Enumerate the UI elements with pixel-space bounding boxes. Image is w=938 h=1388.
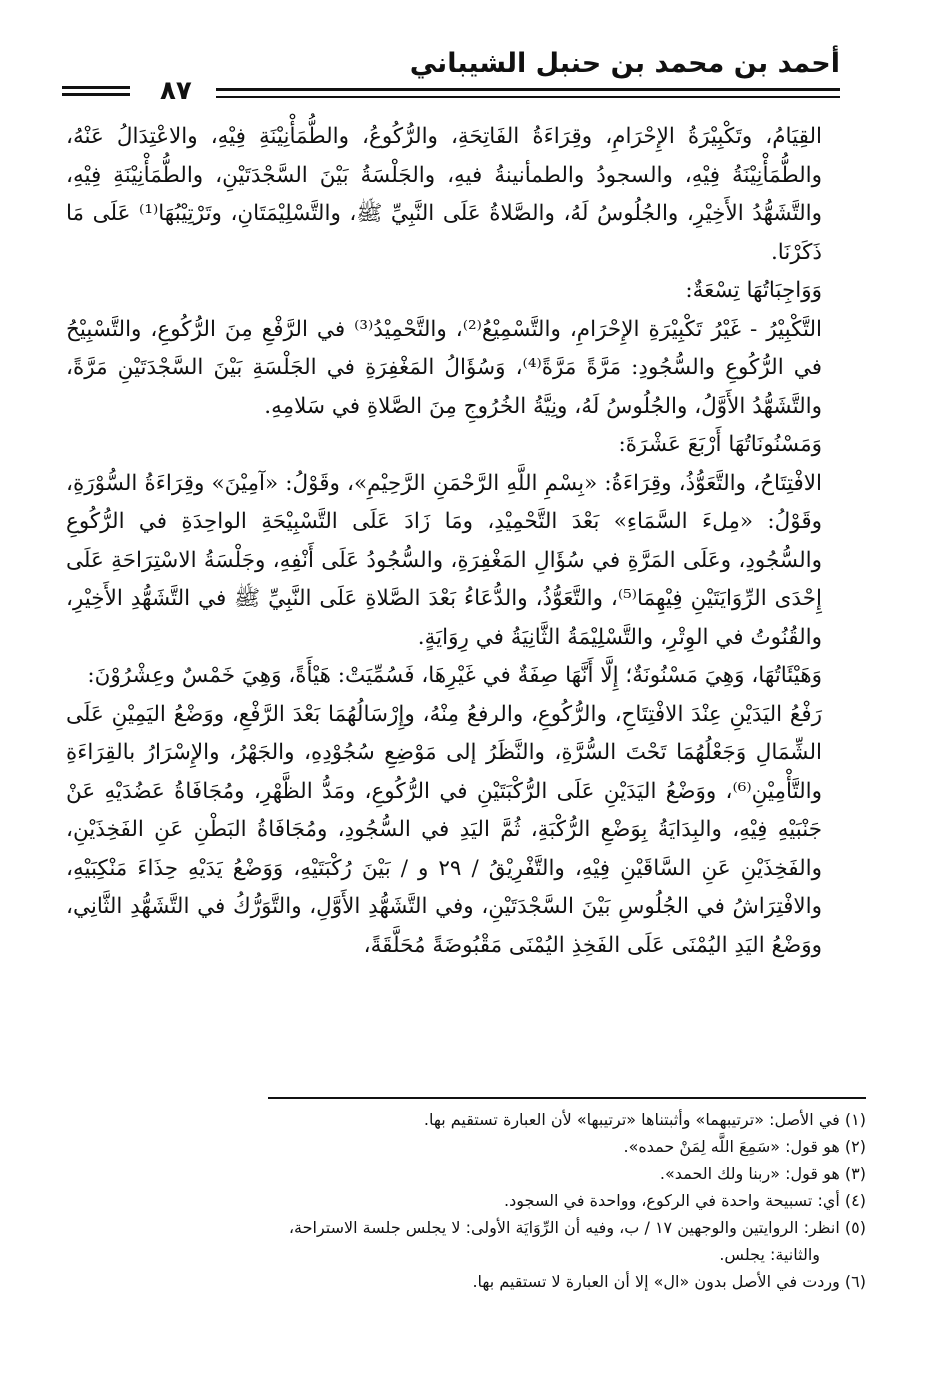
paragraph-hayaat-list: رَفْعُ اليَدَيْنِ عِنْدَ الافْتِتَاحِ، والرُّكُوعِ، والرفعُ مِنْهُ، وإِرْسَالُهُمَا بَعْدَ الرَّفْعِ، ووَضْعُ اليَمِيْنِ عَلَى الشِّمَالِ وَجَعْلُهُمَا تَحْتَ السُّرَّةِ، والنَّظَرُ إلى مَوْضِعِ سُجُوْدِهِ، والجَهْرُ، والإِسْرَارُ بالقِرَاءَةِ والتَّأْمِيْنِ⁽⁶⁾، ووَضْعُ اليَدَيْنِ عَلَى الرُّكْبَتَيْنِ في الرُّكُوعِ، ومَدُّ الظَّهْرِ، ومُجَافَاةُ عَضُدَيْهِ عَنْ جَنْبَيْهِ فِيْهِ، والبِدَايَةُ بِوَضْعِ الرُّكْبَةِ، ثُمَّ اليَدِ في السُّجُودِ، ومُجَافَاةُ البَطْنِ عَنِ الفَخِذَيْنِ، والفَخِذَيْنِ عَنِ السَّاقَيْنِ فِيْهِ، والتَّفْرِيْقُ / ٢٩ و / بَيْنَ رُكْبَتَيْهِ، وَوَضْعُ يَدَيْهِ حِذَاءَ مَنْكِبَيْهِ، والافْتِرَاشُ في الجُلُوسِ بَيْنَ السَّجْدَتَيْنِ، وفي التَّشَهُّدِ الأَوَّلِ، والتَّوَرُّكُ في التَّشَهُّدِ الثَّانِي، ووَضْعُ اليَدِ اليُمْنَى عَلَى الفَخِذِ اليُمْنَى مَقْبُوضَةً مُحَلَّقَةً، xyxy=(66,701,822,958)
running-header xyxy=(60,48,840,108)
paragraph-arkan: القِيَامُ، وتَكْبِيْرَةُ الإِحْرَامِ، وقِرَاءَةُ الفَاتِحَةِ، والرُّكُوعُ، والطُّمَأْنِيْنَةِ فِيْهِ، والاعْتِدَالُ عَنْهُ، والطُّمَأْنِيْنَةُ فِيْهِ، والسجودُ والطمأنينةُ فيهِ، والجَلْسَةُ بَيْنَ السَّجْدَتَيْنِ، والطُّمَأْنِيْنَةِ فِيْهِ، والتَّشَهُّدُ الأَخِيْرِ، والجُلُوسُ لَهُ، والصَّلاةُ عَلَى النَّبِيِّ ﷺ، والتَّسْلِيْمَتَانِ، وتَرْتِيْبُهَا⁽¹⁾ عَلَى مَا ذَكَرْنَا. xyxy=(66,124,823,265)
paragraph-masnunat: الافْتِتَاحُ، والتَّعَوُّذُ، وقِرَاءَةُ: «بِسْمِ اللَّهِ الرَّحْمَنِ الرَّحِيْمِ»، وقَوْلُ: «آمِيْنَ» وقِرَاءَةُ السُّوْرَةِ، وقَوْلُ: «مِلءَ السَّمَاءِ» بَعْدَ التَّحْمِيْدِ، ومَا زَادَ عَلَى التَّسْبِيْحَةِ الواحِدَةِ في الرُّكُوعِ والسُّجُودِ، وعَلَى المَرَّةِ في سُؤَالِ المَغْفِرَةِ، والسُّجُودُ عَلَى أَنْفِهِ، وجَلْسَةُ الاسْتِرَاحَةِ عَلَى إِحْدَى الرِّوَايَتَيْنِ فِيْهِمَا⁽⁵⁾، والتَّعَوُّذُ، والدُّعَاءُ بَعْدَ الصَّلاةِ عَلَى النَّبِيِّ ﷺ في التَّشَهُّدِ الأَخِيْرِ، والقُنُوتُ في الوِتْرِ، والتَّسْلِيْمَةُ الثَّانِيَةُ في رِوَايَةٍ. xyxy=(66,470,822,650)
main-text xyxy=(66,118,866,965)
footnote-4: (٤) أي: تسبيحة واحدة في الركوع، وواحدة في السجود. xyxy=(504,1191,866,1210)
footnote-5-continued: والثانية: يجلس. xyxy=(719,1245,820,1264)
footnote-5: (٥) انظر: الروايتين والوجهين ١٧ / ب، وفيه أن الرِّوَايَة الأولى: لا يجلس جلسة الاستراحة، xyxy=(288,1218,866,1237)
page-number: ٨٧ xyxy=(160,76,192,106)
header-rule-right-bottom xyxy=(216,96,840,98)
footnotes xyxy=(66,1106,866,1295)
running-header-title: أحمد بن محمد بن حنبل الشيباني xyxy=(409,48,840,79)
heading-masnunat: وَمَسْنُونَاتُهَا أَرْبَعَ عَشْرَةَ: xyxy=(618,432,822,457)
footnote-1: (١) في الأصل: «ترتيبهما» وأثبتناها «ترتيبها» لأن العبارة تستقيم بها. xyxy=(423,1110,866,1129)
footnote-separator xyxy=(268,1097,866,1099)
paragraph-wajibat: التَّكْبِيْرُ - غَيْرُ تَكْبِيْرَةِ الإِحْرَامِ، والتَّسْمِيْعُ⁽²⁾، والتَّحْمِيْدُ⁽³⁾ في الرَّفْعِ مِنَ الرُّكُوعِ، والتَّسْبِيْحُ في الرُّكُوعِ والسُّجُودِ: مَرَّةً مَرَّةً⁽⁴⁾، وَسُؤَالُ المَغْفِرَةِ في الجَلْسَةِ بَيْنَ السَّجْدَتَيْنِ مَرَّةً، والتَّشَهُّدُ الأَوَّلُ، والجُلُوسُ لَهُ، ونِيَّةُ الخُرُوجِ مِنَ الصَّلاةِ في سَلامِهِ. xyxy=(66,316,822,419)
footnote-2: (٢) هو قول: «سَمِعَ اللَّه لِمَنْ حمده». xyxy=(623,1137,866,1156)
footnote-6: (٦) وردت في الأصل بدون «ال» إلا أن العبارة لا تستقيم بها. xyxy=(472,1272,866,1291)
heading-wajibat: وَوَاجِبَاتُهَا تِسْعَةٌ: xyxy=(685,278,822,303)
header-rule-left-top xyxy=(62,86,130,89)
paragraph-hayaat: وَهَيْئَاتُهَا، وَهِيَ مَسْنُونَةٌ؛ إِلَّا أَنَّهَا صِفَةٌ في غَيْرِهَا، فَسُمِّيَتْ: هَيْأَةً، وَهِيَ خَمْسٌ وعِشْرُوْنَ: xyxy=(87,663,822,688)
footnote-3: (٣) هو قول: «ربنا ولك الحمد». xyxy=(659,1164,866,1183)
header-rule-left-bottom xyxy=(62,93,130,96)
header-rule-right xyxy=(216,88,840,91)
